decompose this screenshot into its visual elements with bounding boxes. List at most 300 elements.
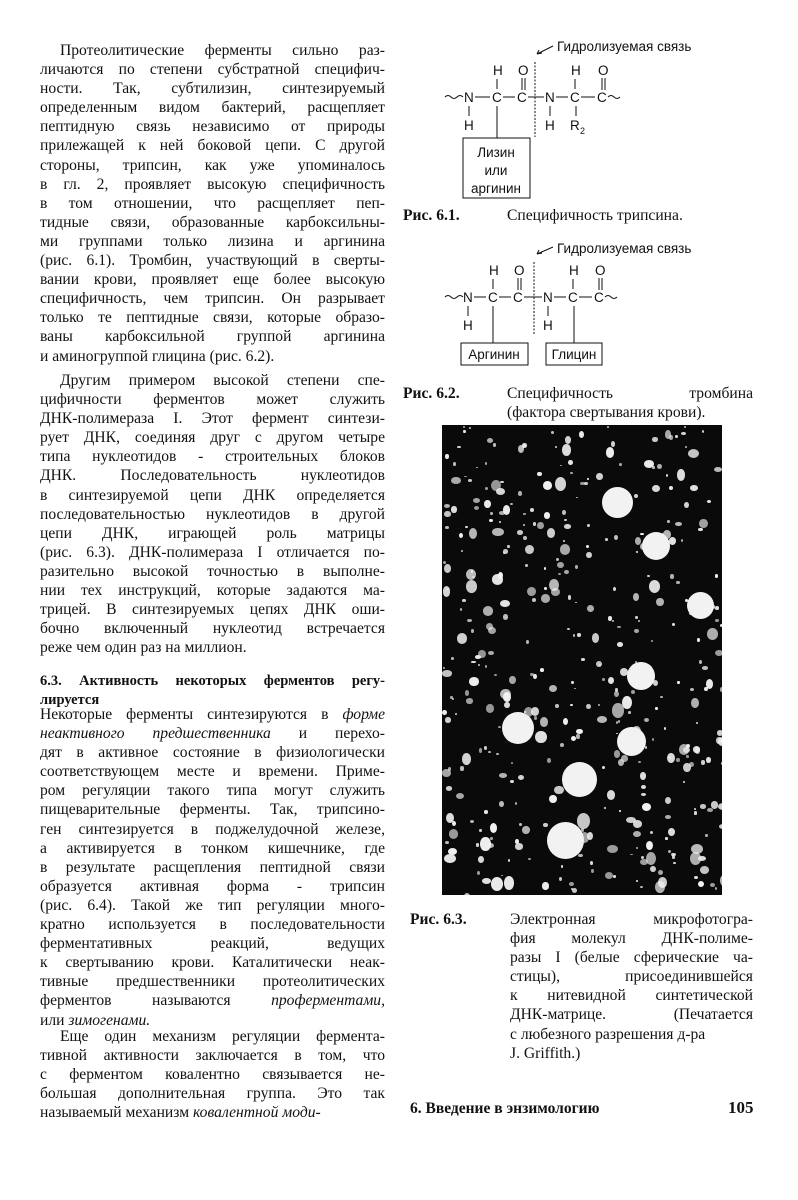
speck: [466, 580, 477, 592]
speck: [696, 722, 698, 725]
text-line: [40, 724, 385, 743]
text-segment: вании крови, проявляет еще более высокую: [40, 271, 385, 289]
speck: [560, 743, 564, 747]
text-line: [40, 638, 385, 657]
paragraph-protease-specificity: [40, 41, 385, 366]
speck: [464, 476, 466, 477]
text-segment: Другим примером высокой степени спе-: [60, 372, 385, 389]
speck: [720, 687, 722, 691]
speck: [641, 793, 646, 796]
text-segment: стороны, трипсин, как уже упоминалось: [40, 156, 385, 174]
paragraph-zymogens: [40, 705, 385, 1030]
speck: [485, 487, 489, 490]
text-line: [40, 175, 385, 194]
speck: [525, 564, 529, 567]
speck: [608, 677, 615, 685]
speck: [614, 691, 620, 697]
text-segment: тивной активности заключается в том, что: [40, 1047, 385, 1065]
text-line: [40, 705, 385, 724]
speck: [457, 446, 460, 448]
speck: [638, 761, 640, 763]
speck: [587, 524, 590, 527]
speck: [555, 704, 559, 708]
speck: [579, 431, 584, 438]
speck: [554, 786, 563, 794]
speck: [647, 575, 650, 577]
speck: [646, 841, 653, 850]
speck: [469, 528, 477, 539]
speck: [617, 642, 623, 647]
speck: [469, 427, 471, 429]
polymerase-particle: [547, 822, 584, 859]
speck: [677, 681, 680, 685]
text-segment: рует ДНК, соединяя друг с другом четыре: [40, 429, 385, 447]
speck: [605, 538, 608, 541]
speck: [487, 438, 493, 443]
speck: [471, 629, 474, 633]
speck: [490, 823, 498, 833]
speck: [707, 808, 713, 812]
speck: [636, 551, 638, 553]
speck: [596, 473, 602, 480]
speck: [560, 465, 562, 466]
speck: [444, 504, 450, 508]
speck: [442, 710, 446, 715]
italic-term: ковалентной моди-: [192, 1104, 321, 1122]
svg-text:C: C: [594, 290, 604, 305]
speck: [683, 781, 685, 783]
svg-text:H: H: [489, 263, 499, 278]
polymerase-particle: [687, 592, 714, 619]
speck: [480, 837, 490, 851]
figure-6-2-diagram: [445, 241, 691, 365]
speck: [655, 707, 657, 710]
text-segment: в том отношении, что расщепляет пеп-: [40, 194, 385, 212]
speck: [444, 854, 456, 864]
text-segment: личаются по степени субстратной специфич-: [40, 61, 385, 79]
text-line: [40, 270, 385, 289]
italic-term: неактивного предшественника: [40, 725, 271, 743]
text-segment: ферментативных реакций, ведущих: [40, 935, 385, 953]
speck: [445, 454, 450, 459]
speck: [590, 861, 593, 865]
speck: [698, 881, 704, 887]
speck: [694, 811, 698, 814]
italic-term: зимогенами.: [68, 1011, 151, 1029]
speck: [685, 446, 687, 448]
speck: [533, 522, 536, 525]
speck: [634, 629, 639, 633]
speck: [472, 576, 475, 578]
text-line: [40, 953, 385, 972]
figure-6-1-6-2-diagrams: [440, 30, 770, 380]
speck: [618, 720, 620, 723]
speck: [461, 550, 463, 552]
speck: [555, 477, 567, 491]
speck: [540, 717, 548, 726]
text-segment: большая дополнительная группа. Это так: [40, 1085, 385, 1103]
speck: [694, 808, 697, 810]
speck: [706, 679, 713, 689]
svg-text:N: N: [543, 290, 553, 305]
speck: [668, 828, 675, 836]
speck: [605, 872, 614, 879]
text-segment: реже чем один раз на миллион.: [40, 639, 247, 657]
speck: [507, 545, 509, 548]
speck: [515, 843, 522, 849]
caption-line: разы I (белые сферические ча-: [510, 949, 753, 967]
svg-text:C: C: [492, 90, 502, 105]
speck: [465, 526, 468, 529]
speck: [591, 869, 594, 873]
text-line: [40, 98, 385, 117]
text-line: [40, 896, 385, 915]
speck: [568, 460, 573, 465]
text-line: [40, 251, 385, 270]
section-heading: 6.3. Активность некоторых ферментов регу- лируется: [40, 673, 385, 709]
speck: [697, 638, 701, 642]
speck: [482, 878, 490, 884]
speck: [508, 859, 510, 862]
text-segment: (рис. 6.4). Такой же тип регуляции много-: [40, 896, 385, 914]
text-line: [40, 562, 385, 581]
speck: [499, 511, 505, 515]
text-segment: цепи ДНК, играющей роль матрицы: [40, 524, 385, 542]
svg-text:H: H: [464, 118, 474, 133]
speck: [669, 435, 672, 440]
text-line: [40, 486, 385, 505]
speck: [652, 485, 660, 492]
speck: [499, 521, 501, 523]
speck: [644, 718, 649, 722]
speck: [702, 430, 704, 433]
speck: [503, 614, 508, 619]
speck: [571, 681, 574, 684]
speck: [715, 887, 717, 890]
svg-text:или: или: [484, 163, 508, 178]
speck: [543, 823, 548, 827]
speck: [636, 847, 638, 849]
svg-text:H: H: [569, 263, 579, 278]
speck: [651, 640, 653, 642]
speck: [493, 443, 496, 447]
text-segment: нии тех инструкций, которые задаются ма-: [40, 582, 385, 600]
speck: [574, 688, 576, 689]
text-line: [40, 213, 385, 232]
speck: [596, 661, 603, 667]
speck: [448, 767, 451, 771]
speck: [522, 826, 529, 834]
speck: [564, 524, 571, 529]
speck: [551, 431, 554, 434]
speck: [463, 426, 465, 428]
speck: [669, 486, 673, 490]
text-line: [40, 800, 385, 819]
speck: [467, 619, 472, 622]
speck: [526, 640, 529, 645]
speck: [673, 862, 676, 864]
svg-text:аргинин: аргинин: [471, 181, 521, 196]
speck: [640, 886, 643, 889]
text-segment: трицей. В синтезируемых цепях ДНК оши-: [40, 601, 385, 619]
text-segment: прилежащей к ней боковой цепи. С другой: [40, 137, 385, 155]
speck: [530, 508, 534, 512]
text-segment: (рис. 6.3). ДНК-полимераза I отличается по-: [40, 543, 385, 561]
speck: [445, 526, 449, 529]
speck: [586, 704, 591, 710]
text-segment: ми группами только лизина и аргинина: [40, 232, 385, 250]
speck: [619, 810, 621, 811]
speck: [477, 871, 480, 876]
speck: [575, 565, 579, 570]
text-segment: ДНК-полимераза I. Этот фермент синтези-: [40, 410, 385, 428]
speck: [453, 462, 456, 465]
speck: [677, 469, 685, 480]
speck: [636, 880, 638, 883]
text-segment: и перехо-: [270, 725, 385, 743]
svg-text:R: R: [570, 118, 580, 133]
speck: [612, 703, 624, 717]
speck: [567, 628, 570, 630]
speck: [564, 519, 566, 521]
text-segment: (рис. 6.1). Тромбин, участвующий в сверты-: [40, 252, 385, 270]
speck: [675, 435, 678, 439]
polymerase-particle: [642, 532, 670, 560]
speck: [635, 616, 638, 619]
text-line: [40, 347, 385, 366]
speck: [611, 441, 616, 447]
speck: [542, 882, 548, 889]
caption-line: J. Griffith.): [510, 1044, 581, 1062]
text-segment: бочно включенный нуклеотид встречается: [40, 620, 385, 638]
speck: [665, 797, 671, 804]
speck: [602, 678, 605, 681]
svg-text:O: O: [598, 63, 609, 78]
speck: [523, 524, 525, 526]
speck: [614, 750, 621, 757]
speck: [532, 598, 536, 602]
speck: [664, 727, 667, 730]
figure-6-1-diagram: [445, 39, 691, 198]
text-line: [40, 1027, 385, 1046]
speck: [702, 666, 708, 670]
speck: [657, 464, 661, 469]
speck: [683, 747, 691, 753]
speck: [540, 668, 544, 672]
speck: [666, 474, 669, 477]
speck: [577, 633, 581, 638]
speck: [446, 786, 452, 790]
polymerase-particle: [502, 712, 534, 744]
speck: [500, 481, 503, 484]
caption-line: с любезного разрешения д-ра: [510, 1025, 706, 1043]
speck: [452, 821, 456, 826]
electron-micrograph-dna-polymerase: [442, 425, 722, 895]
caption-line: ДНК-матрице. (Печатается: [510, 1006, 753, 1024]
speck: [533, 674, 537, 679]
speck: [517, 530, 524, 535]
text-segment: ваны карбоксильной группой аргинина: [40, 328, 385, 346]
speck: [707, 500, 711, 503]
speck: [652, 738, 654, 741]
speck: [630, 854, 632, 856]
svg-text:H: H: [543, 318, 553, 333]
speck: [684, 502, 689, 508]
text-segment: пептидную связь независимо от природы: [40, 118, 385, 136]
speck: [478, 650, 486, 659]
speck: [518, 491, 522, 496]
speck: [587, 832, 593, 840]
speck: [711, 801, 717, 808]
speck: [534, 716, 537, 720]
speck: [460, 766, 464, 770]
speck: [649, 580, 660, 593]
speck: [641, 785, 646, 790]
speck: [488, 751, 491, 753]
speck: [606, 447, 615, 458]
speck: [492, 528, 504, 536]
speck: [638, 620, 640, 623]
caption-line: фия молекул ДНК-полиме-: [510, 930, 753, 948]
text-line: [40, 934, 385, 953]
speck: [576, 497, 579, 499]
text-segment: называемый механизм: [40, 1104, 193, 1122]
speck: [699, 660, 702, 664]
speck: [457, 633, 467, 643]
speck: [607, 845, 618, 853]
speck: [544, 567, 546, 569]
speck: [470, 820, 474, 823]
text-segment: Еще один механизм регуляции фермента-: [60, 1028, 385, 1045]
speck: [544, 512, 551, 519]
speck: [568, 595, 571, 599]
speck: [720, 624, 722, 628]
speck: [633, 593, 639, 601]
speck: [667, 520, 670, 524]
text-line: [40, 136, 385, 155]
speck: [500, 600, 510, 607]
speck: [681, 432, 686, 435]
speck: [676, 581, 679, 584]
speck: [485, 462, 487, 465]
speck: [612, 620, 614, 622]
text-segment: типа нуклеотидов - строительных блоков: [40, 448, 385, 466]
caption-line: Электронная микрофотогра-: [510, 911, 753, 928]
speck: [485, 665, 487, 668]
speck: [581, 658, 585, 662]
speck: [721, 762, 722, 765]
svg-text:Глицин: Глицин: [551, 347, 597, 362]
speck: [490, 837, 493, 841]
speck: [694, 876, 698, 879]
svg-text:N: N: [545, 90, 555, 105]
text-segment: тидные связи, образованные карбоксильны-: [40, 213, 385, 231]
speck: [719, 824, 722, 830]
speck: [511, 762, 513, 764]
caption-line: стицы), присоединившейся: [510, 968, 753, 986]
speck: [607, 426, 609, 428]
text-segment: соответствующем месте и времени. Приме-: [40, 763, 385, 781]
speck: [587, 605, 594, 612]
text-line: [40, 390, 385, 409]
text-line: [40, 289, 385, 308]
speck: [519, 823, 522, 827]
speck: [715, 650, 722, 656]
speck: [501, 875, 503, 876]
speck: [486, 704, 494, 712]
speck: [537, 472, 542, 477]
paragraph-covalent-modification: [40, 1027, 385, 1122]
svg-text:C: C: [513, 290, 523, 305]
speck: [525, 545, 534, 554]
speck: [650, 866, 656, 872]
speck: [483, 606, 493, 615]
speck: [446, 588, 448, 590]
speck: [484, 500, 491, 508]
speck: [561, 865, 563, 867]
speck: [671, 853, 676, 856]
text-segment: определенным видом бактерий, расщепляет: [40, 99, 385, 117]
footer-chapter: 6. Введение в энзимологию: [410, 1100, 600, 1117]
speck: [476, 843, 479, 846]
speck: [442, 670, 452, 676]
speck: [494, 674, 497, 676]
speck: [484, 810, 488, 813]
speck: [522, 443, 527, 448]
polymerase-particle: [627, 662, 655, 690]
text-line: [40, 308, 385, 327]
speck: [604, 807, 606, 809]
page-number: 105: [728, 1098, 754, 1117]
speck: [653, 680, 658, 686]
speck: [492, 574, 503, 585]
speck: [681, 539, 683, 542]
arrow-icon: [537, 247, 553, 254]
text-segment: специфичность, чем трипсин. Он разрывает: [40, 290, 385, 308]
speck: [575, 602, 577, 603]
svg-text:Аргинин: Аргинин: [468, 347, 520, 362]
text-line: [40, 991, 385, 1010]
speck: [455, 713, 458, 715]
speck: [618, 759, 624, 766]
speck: [460, 608, 462, 610]
svg-text:H: H: [463, 318, 473, 333]
speck: [528, 858, 531, 860]
speck: [558, 573, 561, 575]
speck: [544, 587, 547, 590]
text-line: [40, 1046, 385, 1065]
speck: [518, 775, 524, 780]
text-line: [40, 156, 385, 175]
speck: [563, 718, 568, 725]
text-segment: кратно используется в последовательности: [40, 916, 385, 934]
text-segment: с ферментом ковалентно связывается не-: [40, 1066, 385, 1084]
speck: [541, 594, 551, 603]
speck: [613, 875, 615, 878]
speck: [509, 676, 516, 684]
text-segment: в синтезируемой цепи ДНК определяется: [40, 486, 385, 504]
speck: [547, 528, 555, 538]
speck: [503, 692, 511, 703]
text-segment: в гл. 2, проявляет высокую специфичность: [40, 175, 385, 193]
speck: [484, 746, 487, 750]
speck: [478, 664, 480, 667]
speck: [633, 831, 641, 837]
svg-text:O: O: [514, 263, 525, 278]
speck: [635, 537, 641, 545]
speck: [489, 519, 493, 522]
speck: [644, 460, 654, 468]
